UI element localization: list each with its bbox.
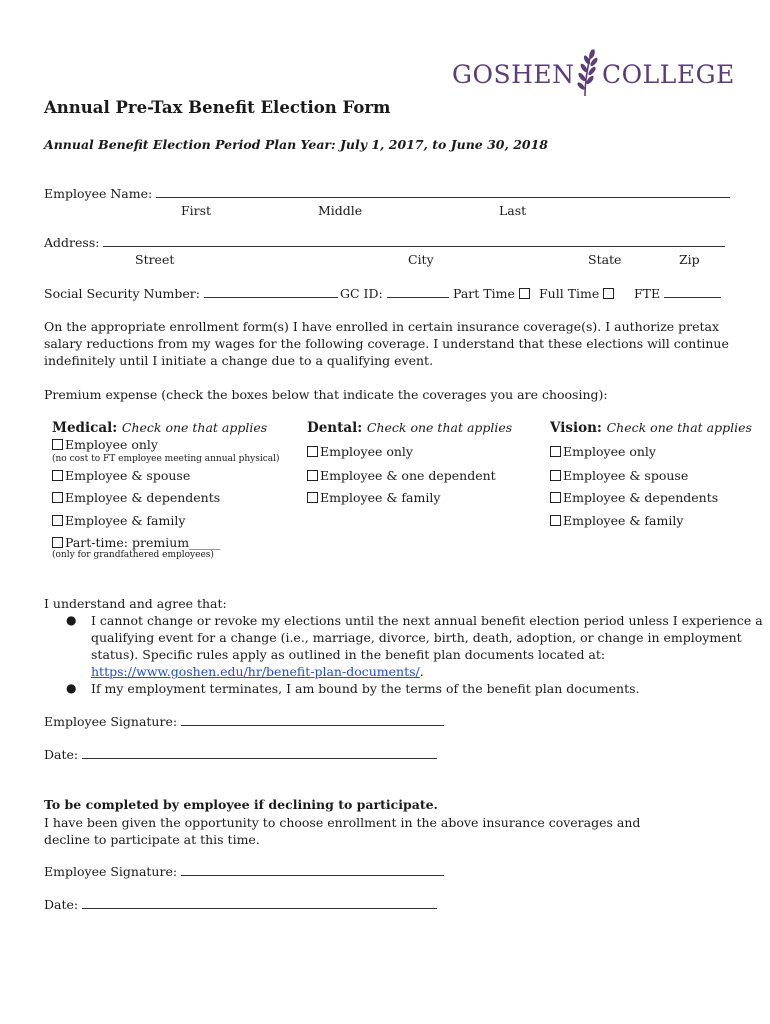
full-time-option [539, 286, 616, 301]
vision-option-employee-only[interactable] [550, 444, 656, 459]
medical-option-employee-family[interactable] [52, 513, 185, 528]
checkbox[interactable] [52, 492, 63, 503]
option-label: Employee & family [563, 513, 684, 528]
employee-signature-field[interactable] [181, 714, 444, 726]
full-time-label: Full Time [539, 286, 600, 301]
address-row [44, 235, 725, 250]
wheat-sprig-icon [568, 46, 602, 98]
benefit-plan-link-line: https://www.goshen.edu/hr/benefit-plan-documents/. [91, 664, 424, 679]
option-label: Employee only [65, 437, 158, 452]
zip-caption: Zip [679, 252, 700, 267]
employee-signature-row-2 [44, 864, 444, 879]
first-name-caption: First [181, 203, 212, 218]
checkbox[interactable] [52, 515, 63, 526]
middle-name-caption: Middle [318, 203, 363, 218]
decline-signature-field[interactable] [181, 864, 444, 876]
medical-part-time-note: (only for grandfathered employees) [52, 550, 214, 560]
medical-option-employee-spouse[interactable] [52, 468, 190, 483]
checkbox[interactable] [307, 492, 318, 503]
agreement-intro: I understand and agree that: [44, 596, 227, 611]
address-field[interactable] [103, 235, 725, 247]
checkbox[interactable] [52, 537, 63, 548]
option-label: Employee only [563, 444, 656, 459]
option-label: Employee & spouse [65, 468, 191, 483]
medical-heading-label: Medical: [52, 420, 118, 436]
checkbox[interactable] [550, 492, 561, 503]
ssn-field[interactable] [204, 286, 338, 298]
date-row-2 [44, 897, 437, 912]
agreement-bullet-1-line-1: I cannot change or revoke my elections until the next annual benefit election period unless I experience a [91, 613, 763, 628]
authorization-paragraph: On the appropriate enrollment form(s) I have enrolled in certain insurance coverage(s). I authorize pretax salary reductions from my wages for the following coverage. I understand that these elections will continue indefinitely until I initiate a change due to a qualifying event. [44, 319, 729, 368]
medical-heading [52, 420, 267, 436]
part-time-option [453, 286, 532, 301]
option-label: Employee & one dependent [320, 468, 496, 483]
option-label: Employee & dependents [65, 490, 221, 505]
option-label: Part-time: premium_____ [65, 535, 221, 550]
medical-option-part-time[interactable] [52, 535, 220, 550]
decline-text: I have been given the opportunity to choose enrollment in the above insurance coverages and decline to participate at this time. [44, 815, 641, 847]
medical-employee-only-note: (no cost to FT employee meeting annual physical) [52, 454, 280, 464]
vision-heading [550, 420, 752, 436]
date-label: Date: [44, 747, 79, 762]
benefit-plan-documents-link[interactable]: https://www.goshen.edu/hr/benefit-plan-documents/ [91, 664, 420, 679]
gc-id-field[interactable] [387, 286, 449, 298]
agreement-bullet-1-line-3: status). Specific rules apply as outlined in the benefit plan documents located at: [91, 647, 606, 662]
checkbox[interactable] [550, 446, 561, 457]
employee-signature-row-1 [44, 714, 444, 729]
employee-signature-label: Employee Signature: [44, 864, 178, 879]
date-row-1 [44, 747, 437, 762]
medical-option-employee-dependents[interactable] [52, 490, 220, 505]
employee-name-row [44, 186, 730, 201]
gc-id-field-group [340, 286, 449, 301]
checkbox[interactable] [307, 470, 318, 481]
form-title: Annual Pre-Tax Benefit Election Form [44, 98, 391, 117]
employee-name-field[interactable] [156, 186, 730, 198]
checkbox[interactable] [307, 446, 318, 457]
vision-instruction: Check one that applies [606, 420, 752, 435]
vision-option-employee-spouse[interactable] [550, 468, 688, 483]
vision-option-employee-family[interactable] [550, 513, 683, 528]
employee-name-label: Employee Name: [44, 186, 153, 201]
checkbox[interactable] [52, 470, 63, 481]
bullet-dot: ● [66, 613, 77, 627]
dental-option-employee-family[interactable] [307, 490, 440, 505]
dental-heading-label: Dental: [307, 420, 363, 436]
medical-option-employee-only[interactable] [52, 437, 158, 452]
city-caption: City [408, 252, 434, 267]
part-time-checkbox[interactable] [519, 288, 530, 299]
gc-id-label: GC ID: [340, 286, 383, 301]
option-label: Employee & dependents [563, 490, 719, 505]
date-field[interactable] [82, 747, 437, 759]
fte-field-group [634, 286, 721, 301]
option-label: Employee only [320, 444, 413, 459]
dental-heading [307, 420, 512, 436]
employee-signature-label: Employee Signature: [44, 714, 178, 729]
vision-heading-label: Vision: [550, 420, 602, 436]
logo-word-goshen: GOSHEN [452, 60, 575, 89]
premium-expense-label: Premium expense (check the boxes below that indicate the coverages you are choosing): [44, 387, 608, 402]
dental-option-employee-only[interactable] [307, 444, 413, 459]
fte-label: FTE [634, 286, 661, 301]
street-caption: Street [135, 252, 175, 267]
medical-instruction: Check one that applies [121, 420, 268, 435]
dental-instruction: Check one that applies [366, 420, 513, 435]
state-caption: State [588, 252, 622, 267]
date-label: Date: [44, 897, 79, 912]
logo-word-college: COLLEGE [602, 60, 735, 89]
bullet-dot: ● [66, 681, 77, 695]
dental-option-employee-one-dependent[interactable] [307, 468, 496, 483]
option-label: Employee & family [320, 490, 441, 505]
ssn-field-group [44, 286, 338, 301]
fte-field[interactable] [664, 286, 721, 298]
checkbox[interactable] [550, 515, 561, 526]
plan-year-subtitle: Annual Benefit Election Period Plan Year: July 1, 2017, to June 30, 2018 [44, 137, 548, 152]
vision-option-employee-dependents[interactable] [550, 490, 718, 505]
agreement-bullet-1-line-2: qualifying event for a change (i.e., marriage, divorce, birth, death, adoption, or change in employment [91, 630, 742, 645]
ssn-label: Social Security Number: [44, 286, 200, 301]
checkbox[interactable] [52, 439, 63, 450]
checkbox[interactable] [550, 470, 561, 481]
last-name-caption: Last [499, 203, 527, 218]
decline-heading: To be completed by employee if declining to participate. [44, 797, 438, 812]
option-label: Employee & family [65, 513, 186, 528]
address-label: Address: [44, 235, 100, 250]
part-time-label: Part Time [453, 286, 515, 301]
full-time-checkbox[interactable] [603, 288, 614, 299]
agreement-bullet-2: If my employment terminates, I am bound by the terms of the benefit plan documents. [91, 681, 640, 696]
decline-date-field[interactable] [82, 897, 437, 909]
option-label: Employee & spouse [563, 468, 689, 483]
